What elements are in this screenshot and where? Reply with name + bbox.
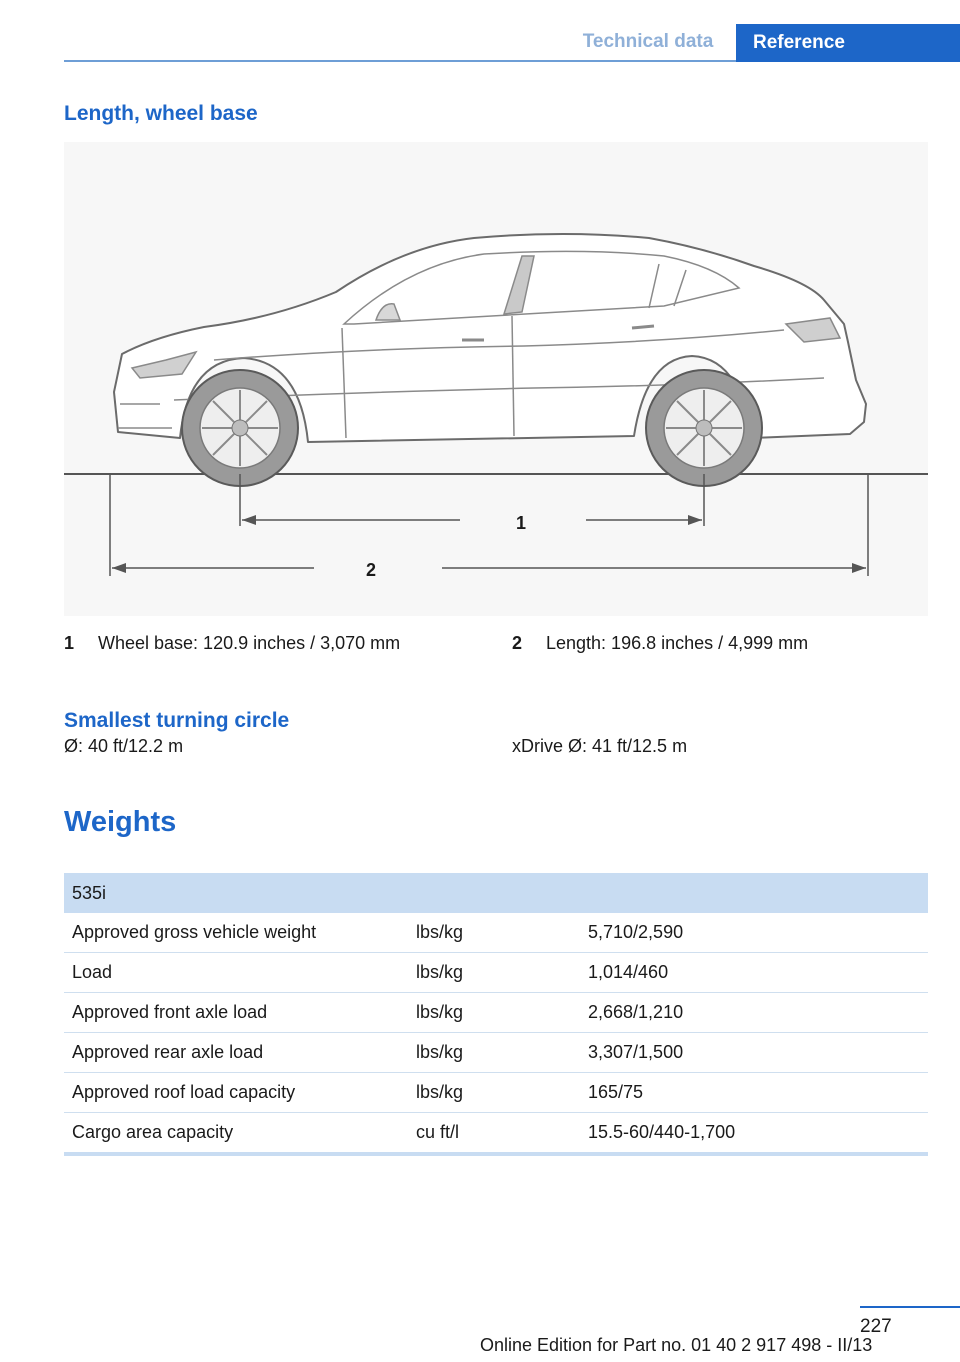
legend-number-2: 2 <box>512 633 523 653</box>
table-header-row <box>64 873 928 913</box>
model-header: 535i <box>64 873 928 913</box>
table-row <box>64 1033 928 1073</box>
dimension-arrowheads <box>112 515 866 573</box>
vehicle-dimension-figure <box>64 142 928 616</box>
table-row <box>64 953 928 993</box>
tab-reference[interactable]: Reference <box>736 24 960 62</box>
row-value: 5,710/2,590 <box>580 913 928 953</box>
row-unit: lbs/kg <box>408 913 580 953</box>
dimension-lines <box>110 474 868 576</box>
row-label: Load <box>64 953 408 993</box>
row-label: Approved gross vehicle weight <box>64 913 408 953</box>
row-label: Approved rear axle load <box>64 1033 408 1073</box>
turning-circle-title: Smallest turning circle <box>64 709 290 732</box>
section-title: Length, wheel base <box>64 102 258 125</box>
turning-circle-standard: Ø: 40 ft/12.2 m <box>64 736 184 756</box>
weights-table <box>64 873 928 1152</box>
tab-technical-data[interactable]: Technical data <box>582 31 714 52</box>
vehicle-side-view-illustration <box>64 142 928 616</box>
legend-text-length: Length: 196.8 inches / 4,999 mm <box>546 633 809 653</box>
row-label: Approved front axle load <box>64 993 408 1033</box>
row-label: Cargo area capacity <box>72 1122 234 1142</box>
callout-2: 2 <box>366 560 377 580</box>
edition-footer: Online Edition for Part no. 01 40 2 917 498 - II/13 <box>480 1335 873 1355</box>
turning-circle-xdrive: xDrive Ø: 41 ft/12.5 m <box>512 736 688 756</box>
table-row <box>64 1073 928 1113</box>
row-value: 1,014/460 <box>580 953 928 993</box>
row-unit: lbs/kg <box>408 1073 580 1113</box>
rear-wheel <box>646 370 762 486</box>
row-unit: cu ft/l <box>416 1122 460 1142</box>
row-value: 2,668/1,210 <box>580 993 928 1033</box>
weights-title: Weights <box>64 806 177 838</box>
table-row <box>64 1113 928 1153</box>
row-unit: lbs/kg <box>408 1033 580 1073</box>
front-wheel <box>182 370 298 486</box>
row-value: 3,307/1,500 <box>580 1033 928 1073</box>
row-value: 165/75 <box>580 1073 928 1113</box>
callout-1: 1 <box>516 513 527 533</box>
table-row <box>64 993 928 1033</box>
table-bottom-rule <box>64 1152 928 1156</box>
row-label: Approved roof load capacity <box>64 1073 408 1113</box>
table-row <box>64 913 928 953</box>
row-value: 15.5-60/440-1,700 <box>588 1122 736 1142</box>
legend-text-wheel-base: Wheel base: 120.9 inches / 3,070 mm <box>98 633 401 653</box>
row-unit: lbs/kg <box>408 993 580 1033</box>
legend-number-1: 1 <box>64 633 75 653</box>
page-number: 227 <box>860 1316 892 1337</box>
footer-rule <box>860 1306 960 1308</box>
row-unit: lbs/kg <box>408 953 580 993</box>
